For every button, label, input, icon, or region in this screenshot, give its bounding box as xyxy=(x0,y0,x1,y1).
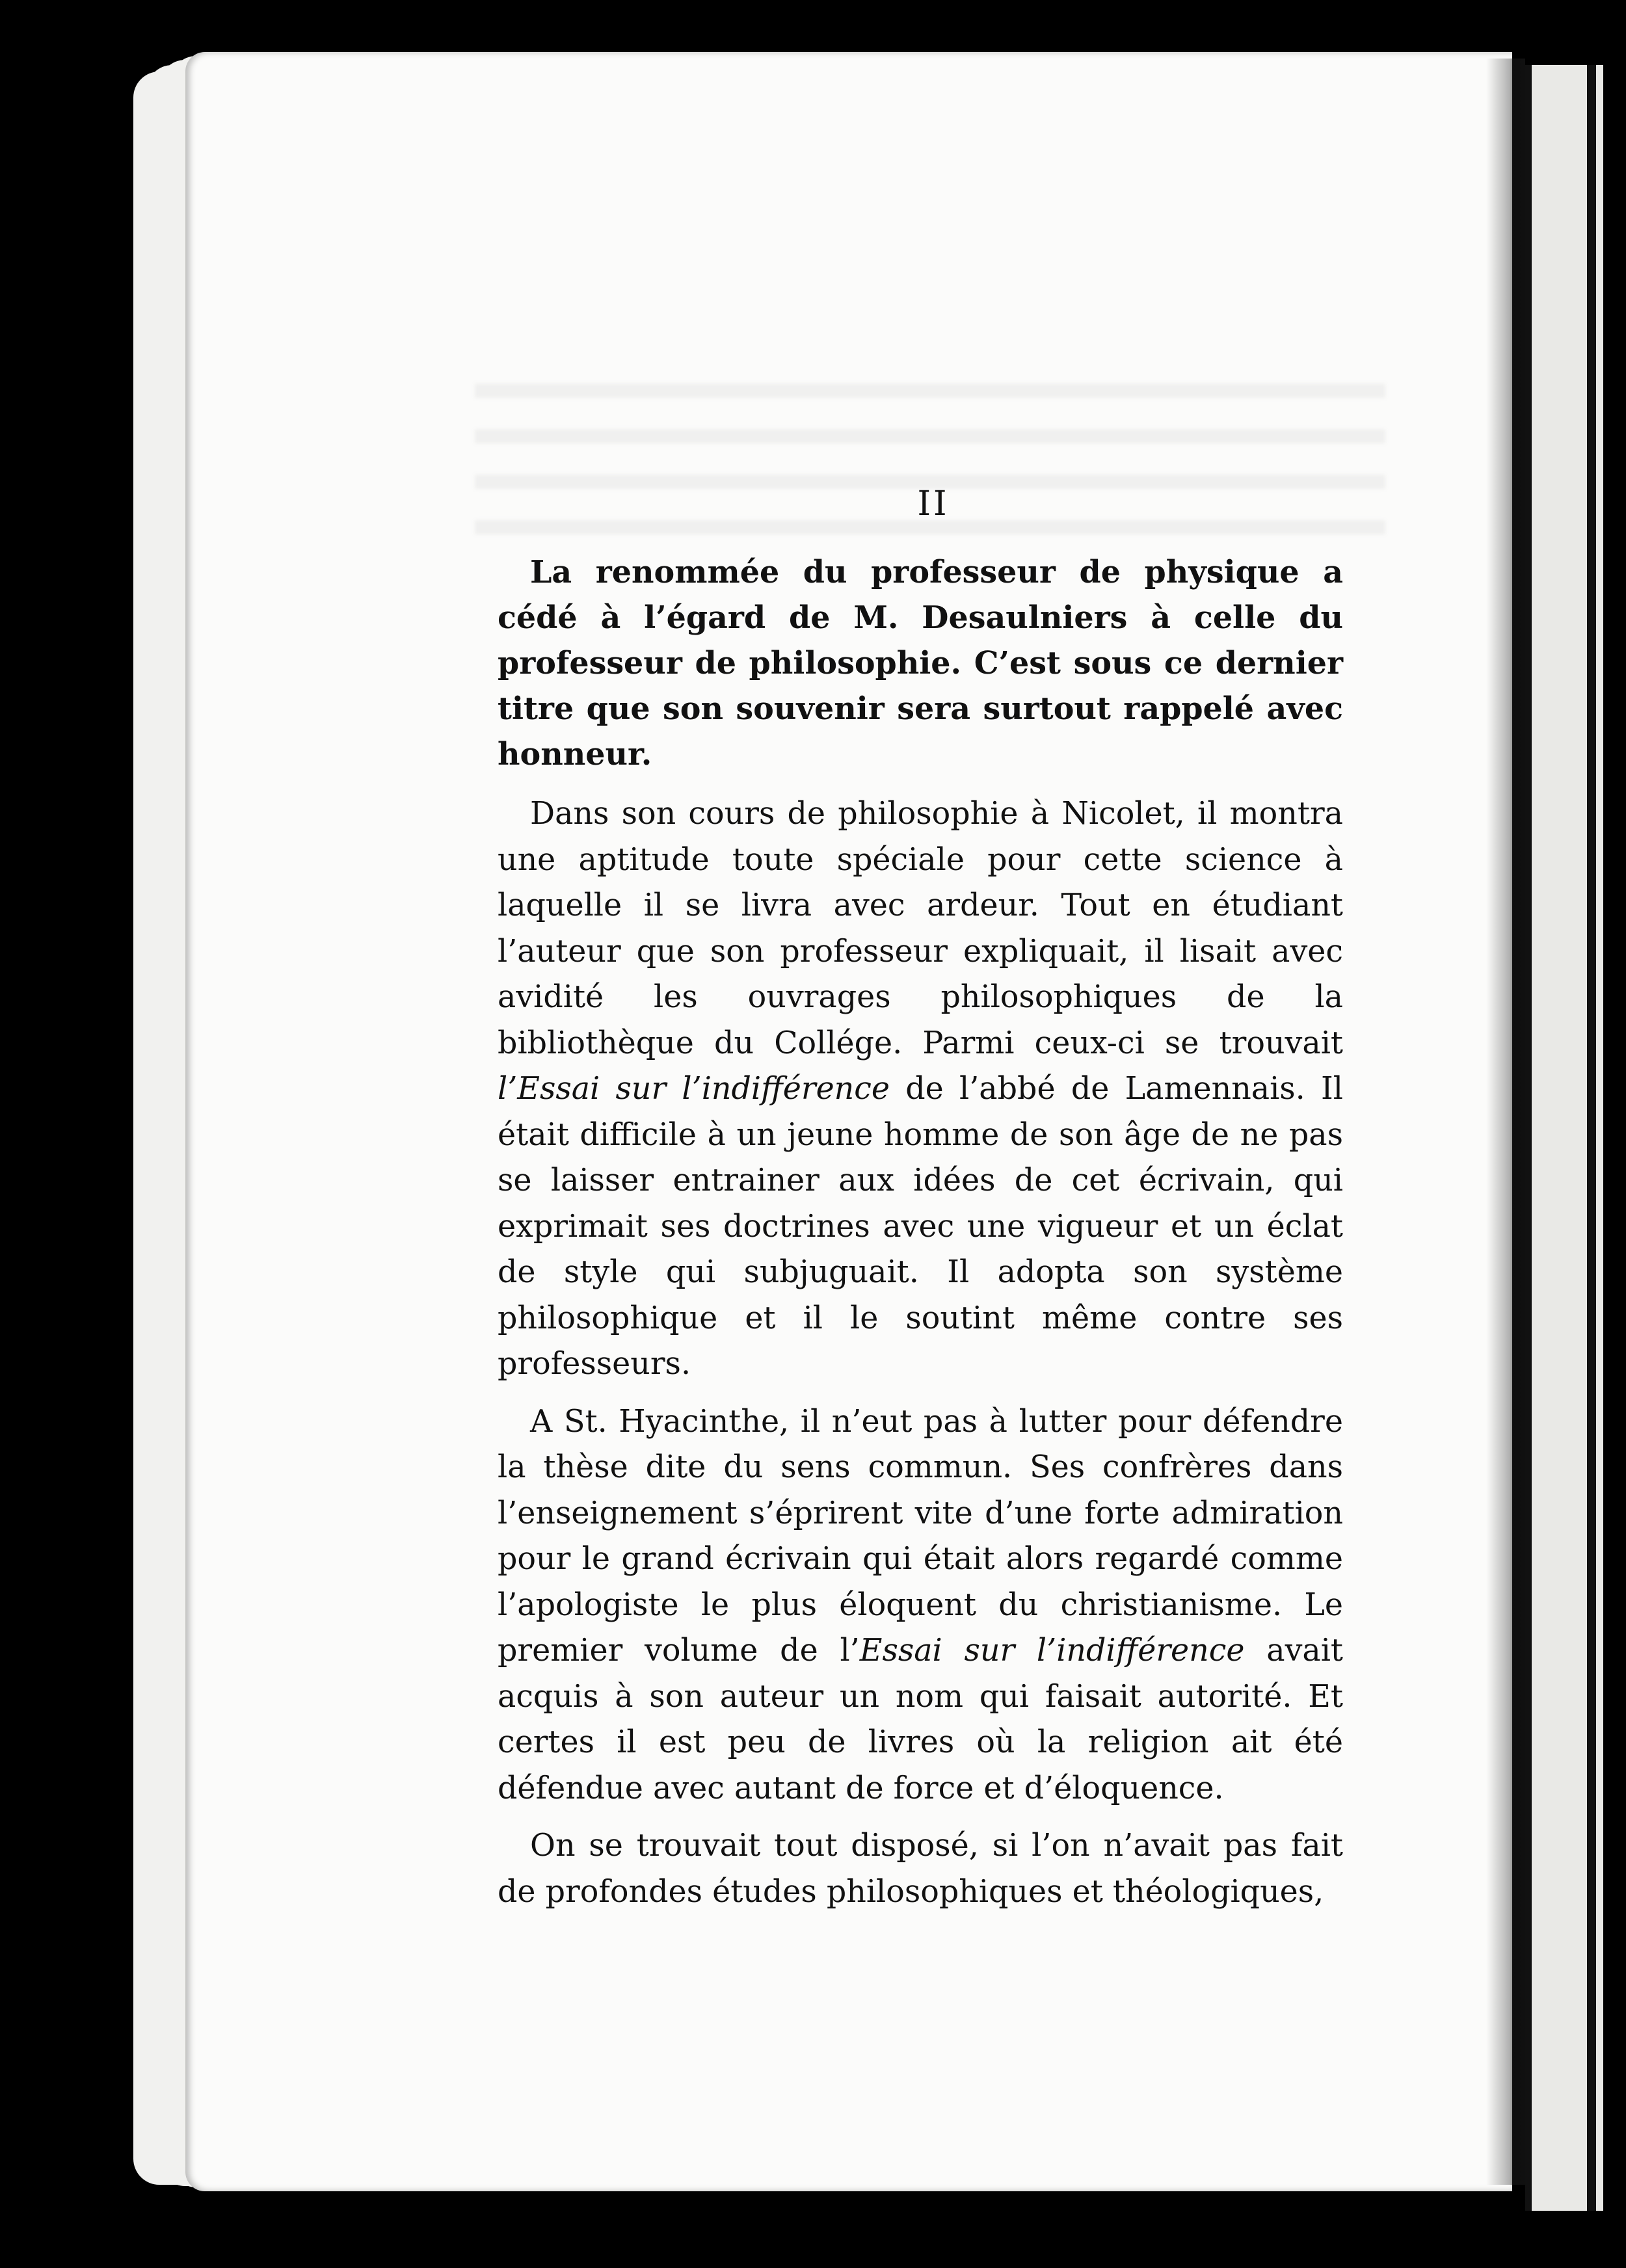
paragraph-2 xyxy=(498,791,1343,1388)
book-title-italic: l’Essai sur l’indifférence xyxy=(498,1071,890,1107)
paragraph-2-text-b: de l’abbé de Lamennais. Il était difficile à un jeune homme de son âge de ne pas se laisser entrainer aux idées de cet écrivain, qui exprimait ses doctrines avec une vigueur et un éclat de style qui subjuguait. Il adopta son système philosophique et il le soutint même contre ses professeurs. xyxy=(498,1071,1343,1382)
book-title-italic: Essai sur l’indifférence xyxy=(859,1633,1245,1668)
paragraph-4: On se trouvait tout disposé, si l’on n’avait pas fait de profondes études philosophiques et théologiques, xyxy=(498,1828,1343,1910)
chapter-heading: II xyxy=(917,484,950,523)
paragraph-3-text-a: A St. Hyacinthe, il n’eut pas à lutter pour défendre la thèse dite du sens commun. Ses confrères dans l’enseignement s’éprirent vite d’une forte admiration pour le grand écrivain qui était alors regardé comme l’apologiste le plus éloquent du christianisme. Le premier volume de l’ xyxy=(498,1403,1343,1668)
paragraph-2-text-a: Dans son cours de philosophie à Nicolet, il montra une aptitude toute spéciale pour cette science à laquelle il se livra avec ardeur. Tout en étudiant l’auteur que son professeur expliquait, il lisait avec avidité les ouvrages philosophiques de la bibliothèque du Collége. Parmi ceux-ci se trouvait xyxy=(498,796,1343,1061)
binding-line xyxy=(1587,65,1596,2211)
paragraph-3-text-b: avait acquis à son auteur un nom qui faisait autorité. Et certes il est peu de livres où la religion ait été défendue avec autant de force et d’éloquence. xyxy=(498,1633,1344,1806)
page-gutter-shadow xyxy=(1486,59,1525,2185)
paragraph-3 xyxy=(498,1399,1343,1812)
paragraph-1: La renommée du professeur de physique a cédé à l’égard de M. Desaulniers à celle du professeur de philosophie. C’est sous ce dernier titre que son souvenir sera surtout rappelé avec honneur. xyxy=(498,554,1343,772)
bleed-through-line xyxy=(475,384,1385,398)
bleed-through-line xyxy=(475,429,1385,443)
text-block xyxy=(498,484,1343,1927)
